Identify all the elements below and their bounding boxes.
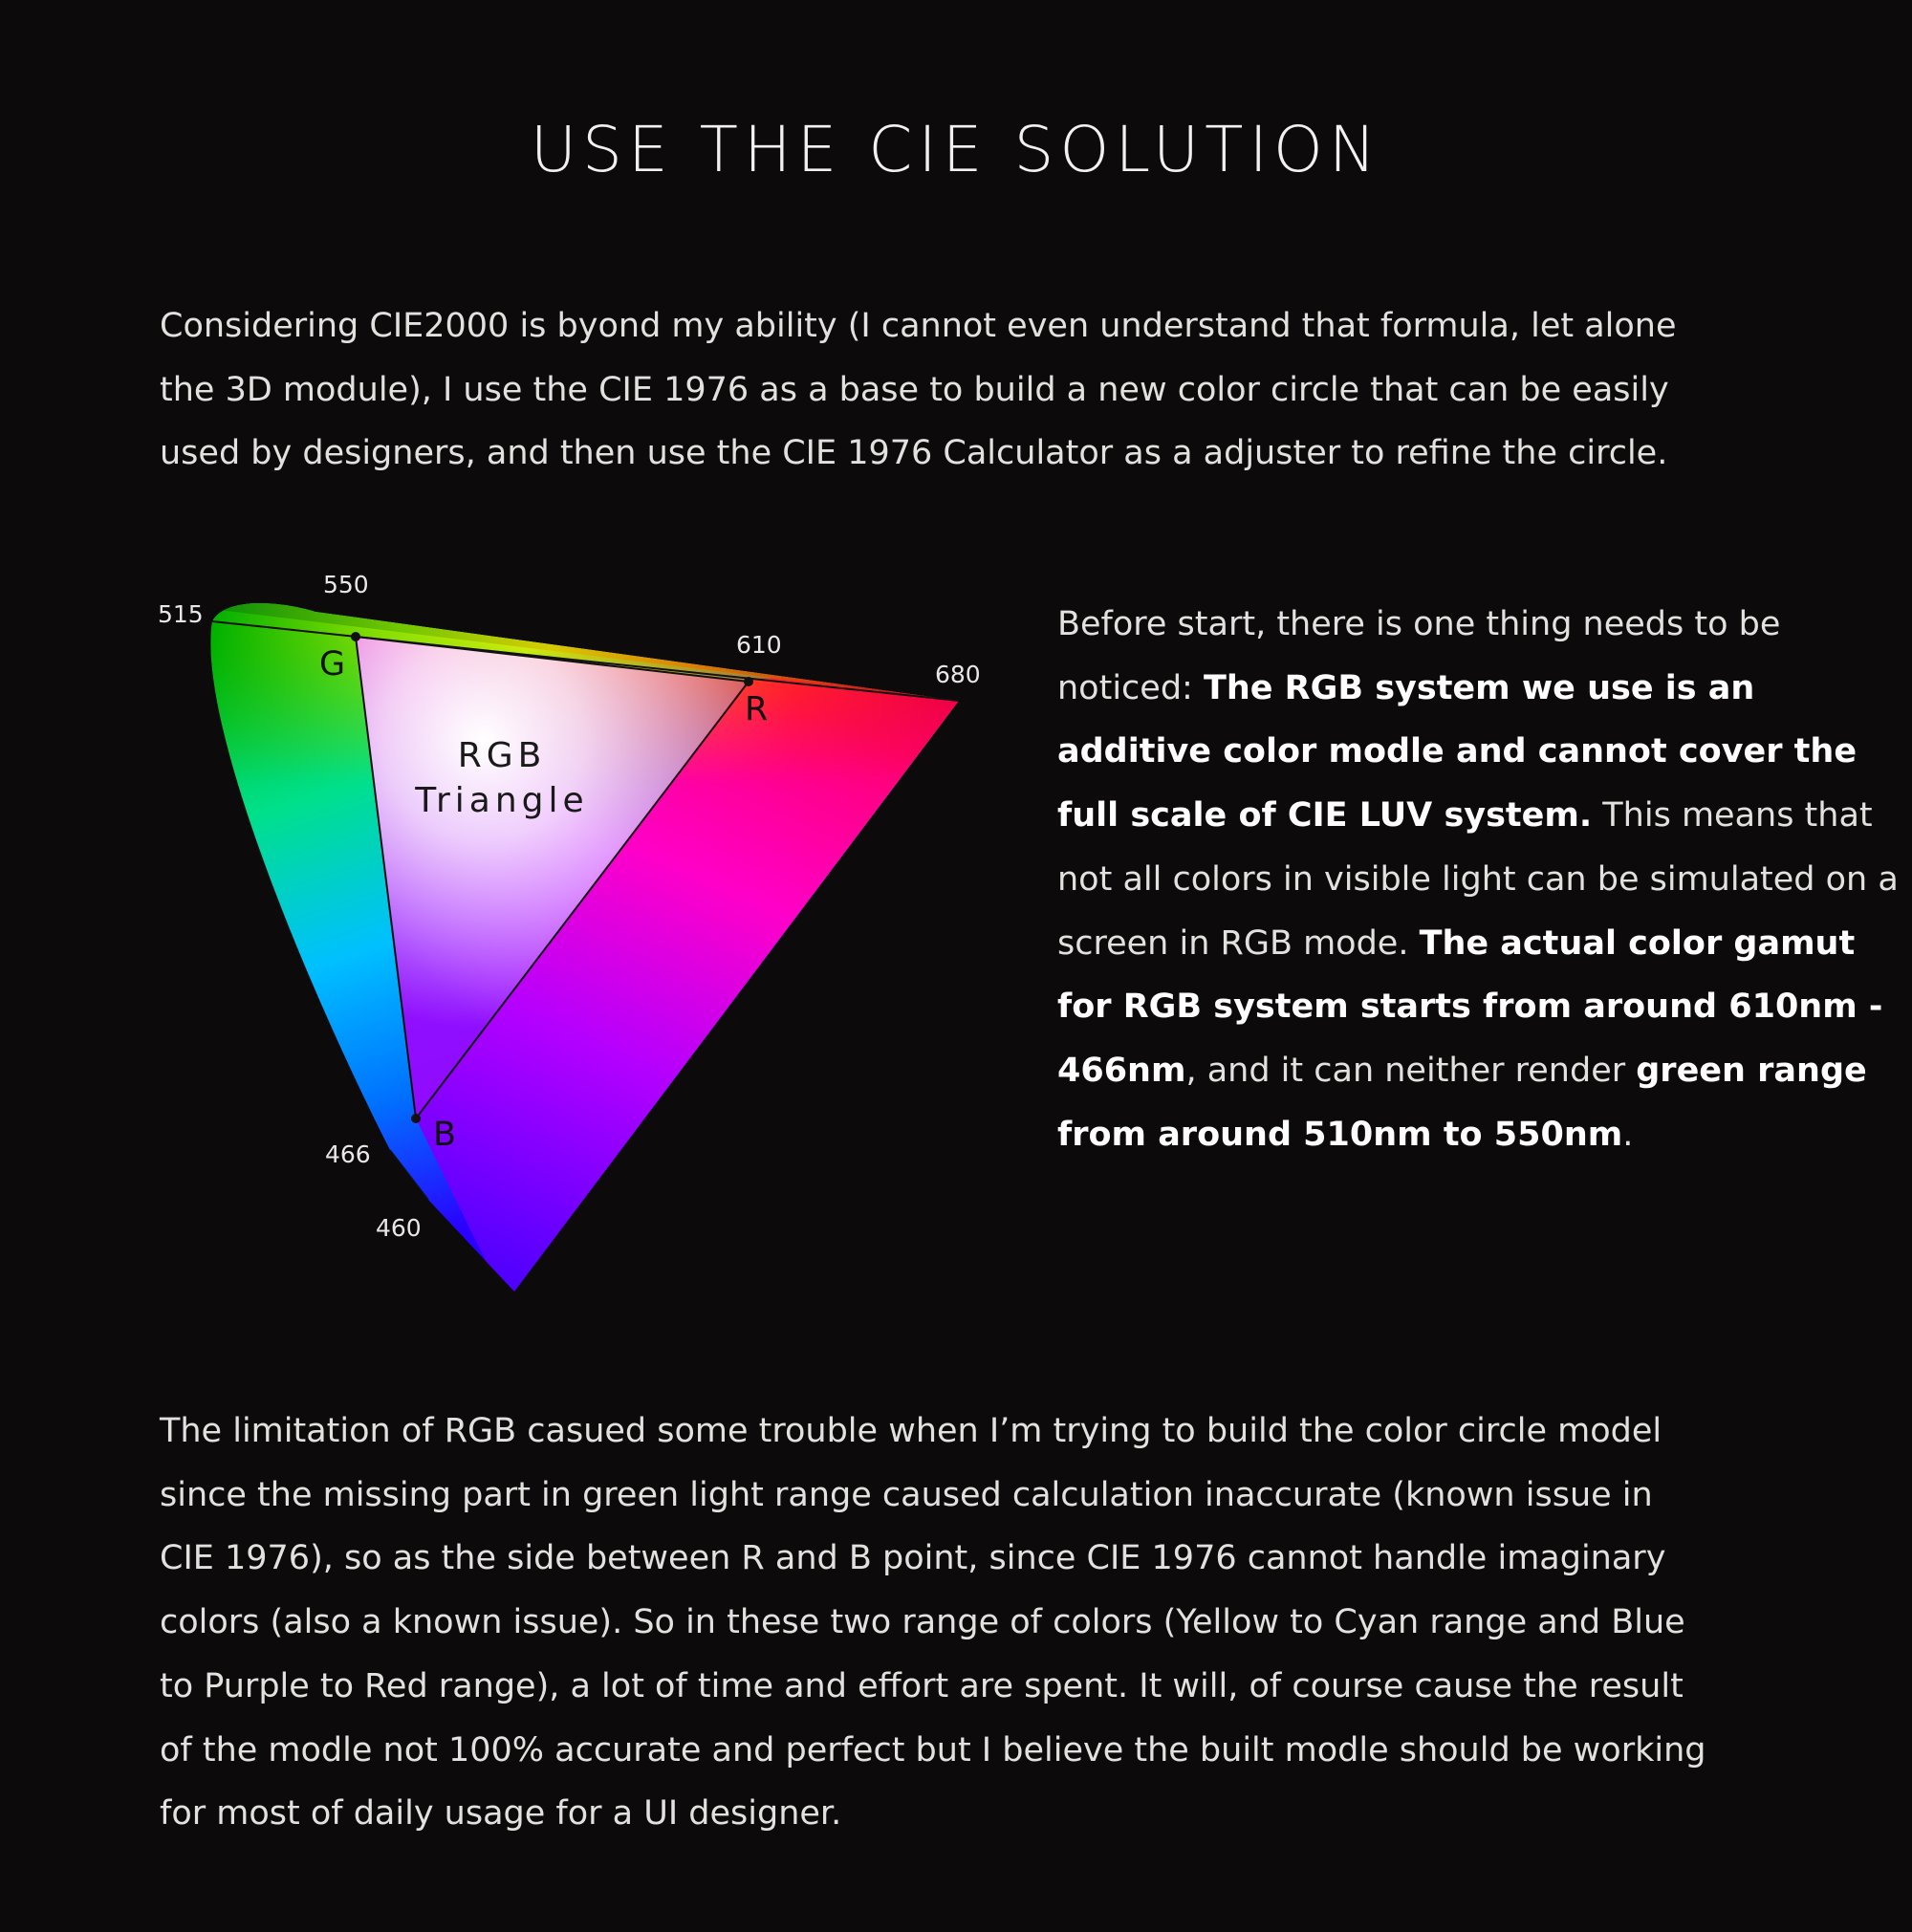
triangle-label-line1: RGB [457,736,547,775]
side-text-bold: The RGB system we use is an additive color modle and cannot cover the full scale of CIE LUV system. [1057,668,1858,836]
bottom-line: to Purple to Red range), a lot of time and effort are spent. It will, of course cause the result [160,1666,1684,1705]
side-paragraph [1057,593,1899,1166]
side-text: , and it can neither render [1185,1051,1637,1090]
wavelength-label-610: 610 [736,631,782,659]
cie-chromaticity-diagram [0,535,1013,1319]
wavelength-label-550: 550 [323,571,369,598]
side-text: be noticed: [1057,605,1781,707]
bottom-line: The limitation of RGB casued some trouble when I’m trying to build the color circle model [160,1412,1662,1450]
intro-line: the 3D module), I use the CIE 1976 as a base to build a new color circle that can be easily [160,370,1669,409]
bottom-line: colors (also a known issue). So in these two range of colors (Yellow to Cyan range and Blue [160,1603,1685,1642]
side-text: Before start, there is one thing needs to [1057,605,1728,643]
horseshoe-fill [143,574,1013,1319]
side-text: This means that not all colors in visible light can be simulated on a screen in RGB mode. [1057,796,1899,963]
bottom-line: for most of daily usage for a UI designer. [160,1794,842,1834]
bottom-line: since the missing part in green light range caused calculation inaccurate (known issue in [160,1475,1653,1514]
b-point-marker [411,1114,421,1123]
side-text-bold: green range from around 510nm to 550nm [1057,1051,1867,1154]
g-point-marker [351,632,360,641]
triangle-label-line2: Triangle [415,781,589,820]
r-point-marker [744,677,753,686]
bottom-line: CIE 1976), so as the side between R and B point, since CIE 1976 cannot handle imaginary [160,1539,1666,1578]
intro-line: Considering CIE2000 is byond my ability (I cannot even understand that formula, let alone [160,307,1677,345]
wavelength-label-466: 466 [325,1140,371,1168]
vertex-label-g: G [319,645,346,684]
wavelength-label-515: 515 [158,600,204,628]
intro-line: used by designers, and then use the CIE 1976 Calculator as a adjuster to refine the circle. [160,434,1668,473]
intro-paragraph [160,294,1785,486]
wavelength-label-680: 680 [935,661,981,688]
wavelength-label-460: 460 [376,1214,422,1242]
page-title: USE THE CIE SOLUTION [530,113,1382,186]
vertex-label-b: B [433,1116,457,1154]
vertex-label-r: R [745,690,769,728]
side-text: . [1622,1115,1634,1154]
bottom-line: of the modle not 100% accurate and perfect but I believe the built modle should be working [160,1730,1706,1769]
bottom-paragraph [160,1400,1785,1846]
side-text-bold: The actual color gamut for RGB system starts from around 610nm - 466nm [1057,923,1883,1090]
